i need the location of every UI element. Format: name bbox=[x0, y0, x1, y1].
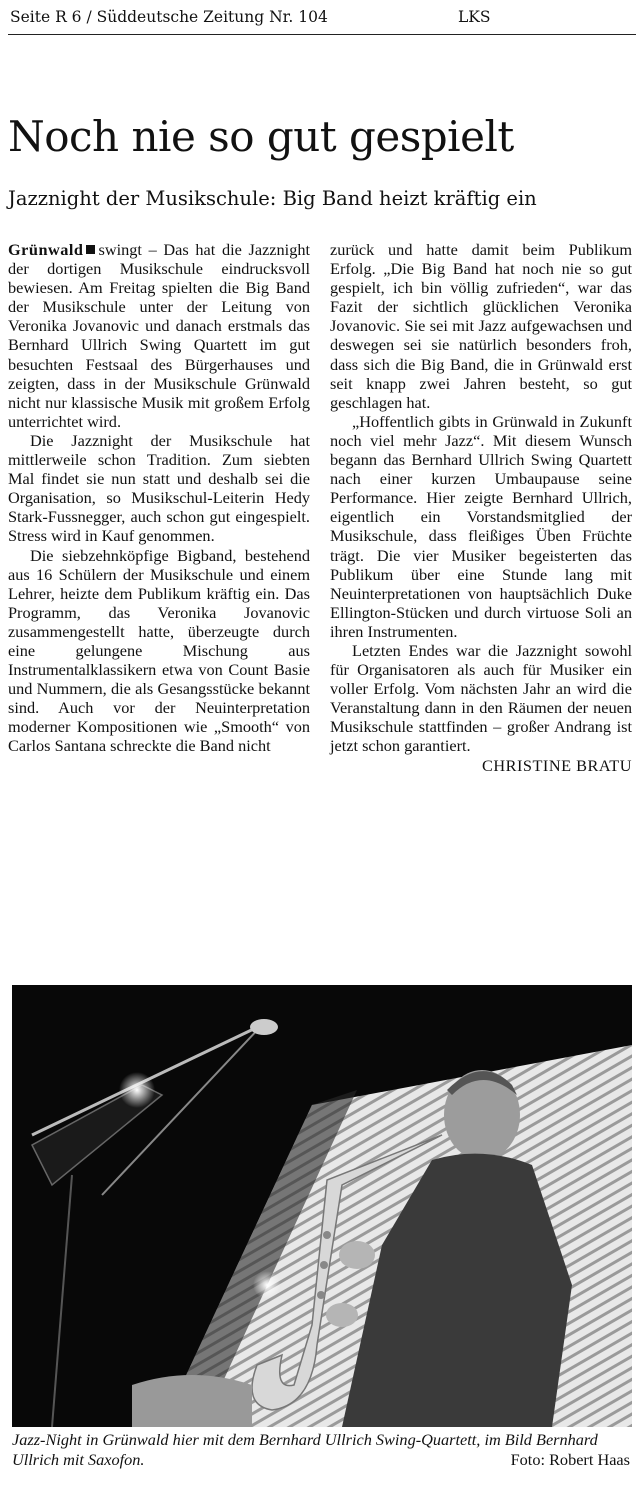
square-bullet-icon bbox=[86, 245, 95, 254]
paragraph-3b: zurück und hatte damit beim Publikum Erfolg. „Die Big Band hat noch nie so gut gespielt, ich bin völlig zufrieden“, war das Fazit der sichtlich glücklichen Veronika Jovanovic. Sie sei mit Jazz aufgewachsen und deswegen sei sie natürlich besonders froh, dass sich die Big Band, die in Grünwald erst seit knapp zwei Jahren besteht, so gut geschlagen hat. bbox=[330, 240, 632, 412]
paragraph-2: Die Jazznight der Musikschule hat mittlerweile schon Tradition. Zum siebten Mal findet sie nun statt und deshalb sei die Organisation, so Musikschul-Leiterin Hedy Stark-Fussnegger, auch schon gut eingespielt. Stress wird in Kauf genommen. bbox=[8, 430, 310, 546]
section-code: LKS bbox=[458, 8, 491, 26]
page-header bbox=[8, 4, 636, 35]
photo-caption bbox=[12, 1430, 632, 1470]
caption-text: Jazz-Night in Grünwald hier mit dem Bernhard Ullrich Swing-Quartett, im Bild Bernhard Ullrich mit Saxofon. bbox=[12, 1430, 598, 1469]
article-headline: Noch nie so gut gespielt bbox=[8, 112, 514, 161]
article-column-right bbox=[330, 240, 632, 775]
author-byline: CHRISTINE BRATU bbox=[482, 755, 632, 775]
publication-line: Seite R 6 / Süddeutsche Zeitung Nr. 104 bbox=[10, 8, 328, 26]
saxophonist-photo bbox=[12, 985, 632, 1427]
paragraph-1 bbox=[8, 240, 310, 431]
dateline: Grünwald bbox=[8, 240, 84, 259]
paragraph-5: Letzten Endes war die Jazznight sowohl für Organisatoren als auch für Musiker ein voller Erfolg. Vom nächsten Jahr an wird die Veranstaltung dann in den Räumen der neuen Musikschule stattfinden – großer Andrang ist jetzt schon garantiert. bbox=[330, 640, 632, 756]
article-subheadline: Jazznight der Musikschule: Big Band heizt kräftig ein bbox=[8, 187, 537, 210]
article-column-left bbox=[8, 240, 310, 756]
paragraph-4: „Hoffentlich gibts in Grünwald in Zukunft noch viel mehr Jazz“. Mit diesem Wunsch begann das Bernhard Ullrich Swing Quartett nach einer kurzen Umbaupause seine Performance. Hier zeigte Bernhard Ullrich, eigentlich ein Vorstandsmitglied der Musikschule, dass fleißiges Üben Früchte trägt. Die vier Musiker begeisterten das Publikum über eine Stunde lang mit Neuinterpretationen von hauptsächlich Duke Ellington-Stücken und durch virtuose Soli an ihren Instrumenten. bbox=[330, 411, 632, 641]
photo-credit: Foto: Robert Haas bbox=[510, 1450, 630, 1469]
paragraph-1-text: swingt – Das hat die Jazznight der dortigen Musikschule eindrucksvoll bewiesen. Am Freitag spielten die Big Band der Musikschule unter der Leitung von Veronika Jovanovic und danach erstmals das Bernhard Ullrich Swing Quartett im gut besuchten Festsaal des Bürgerhauses und zeigten, dass in der Musikschule Grünwald nicht nur klassische Musik mit großem Erfolg unterrichtet wird. bbox=[8, 240, 310, 431]
paragraph-3a: Die siebzehnköpfige Bigband, bestehend aus 16 Schülern der Musikschule und einem Lehrer, heizte dem Publikum kräftig ein. Das Programm, das Veronika Jovanovic zusammengestellt hatte, überzeugte durch eine gelungene Mischung aus Instrumentalklassikern etwa von Count Basie und Nummern, die als Gesangsstücke bekannt sind. Auch vor der Neuinterpretation moderner Kompositionen wie „Smooth“ von Carlos Santana schreckte die Band nicht bbox=[8, 545, 310, 756]
